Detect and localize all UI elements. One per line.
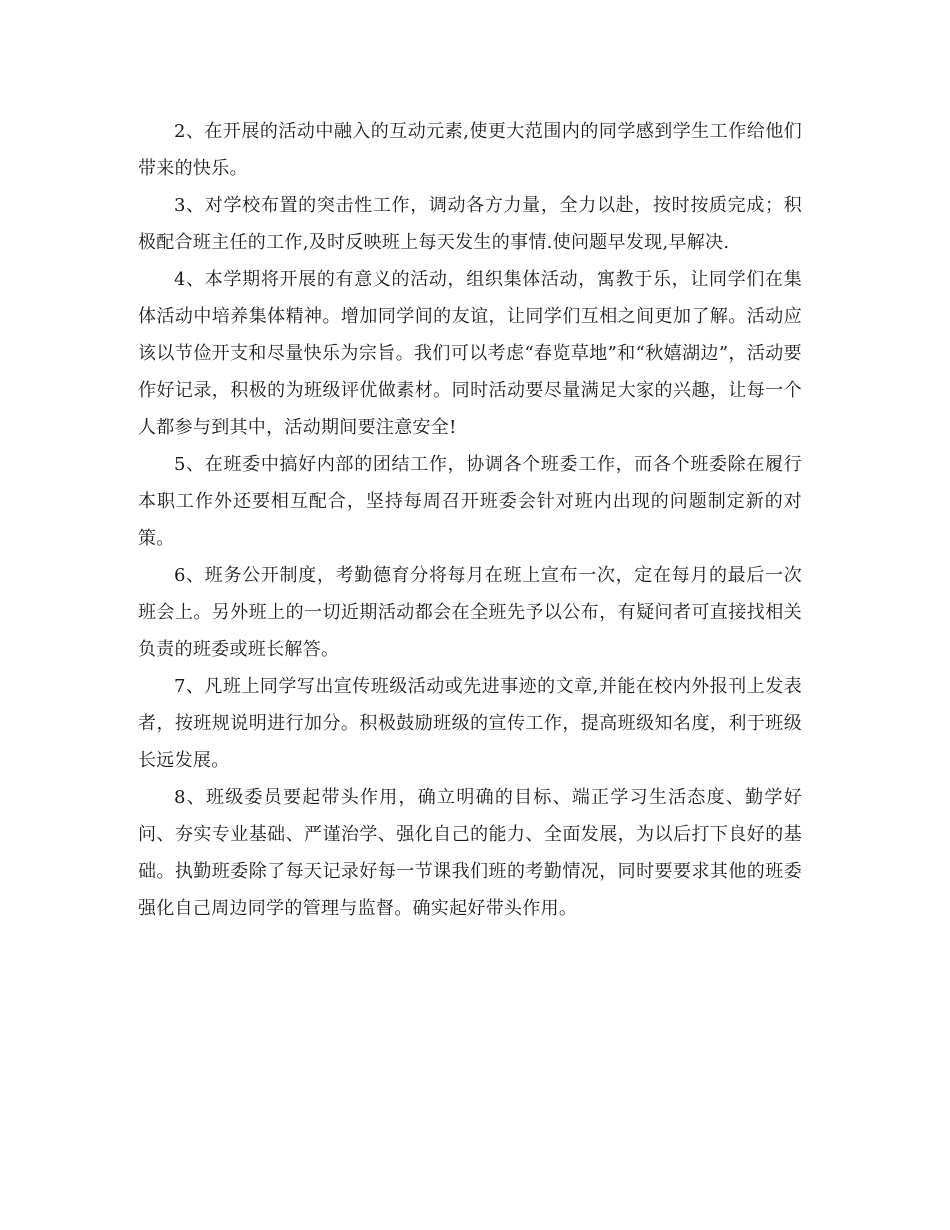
paragraph-item-8: 8、班级委员要起带头作用，确立明确的目标、端正学习生活态度、勤学好问、夯实专业基础、严谨治学、强化自己的能力、全面发展，为以后打下良好的基础。执勤班委除了每天记录好每一节课我们班的考勤情况，同时要要求其他的班委强化自己周边同学的管理与监督。确实起好带头作用。 [138, 787, 802, 919]
paragraph-item-2: 2、在开展的活动中融入的互动元素,使更大范围内的同学感到学生工作给他们带来的快乐。 [138, 121, 802, 179]
paragraph-item-7: 7、凡班上同学写出宣传班级活动或先进事迹的文章,并能在校内外报刊上发表者，按班规说明进行加分。积极鼓励班级的宣传工作，提高班级知名度，利于班级长远发展。 [138, 676, 802, 771]
paragraph-item-3: 3、对学校布置的突击性工作，调动各方力量，全力以赴，按时按质完成；积极配合班主任的工作,及时反映班上每天发生的事情.使问题早发现,早解决. [138, 195, 802, 253]
paragraph-item-6: 6、班务公开制度，考勤德育分将每月在班上宣布一次，定在每月的最后一次班会上。另外班上的一切近期活动都会在全班先予以公布，有疑问者可直接找相关负责的班委或班长解答。 [138, 565, 802, 660]
paragraph-item-4: 4、本学期将开展的有意义的活动，组织集体活动，寓教于乐，让同学们在集体活动中培养集体精神。增加同学间的友谊，让同学们互相之间更加了解。活动应该以节俭开支和尽量快乐为宗旨。我们可以考虑“春览草地”和“秋嬉湖边”，活动要作好记录，积极的为班级评优做素材。同时活动要尽量满足大家的兴趣，让每一个人都参与到其中，活动期间要注意安全! [138, 269, 802, 438]
document-body [138, 113, 802, 927]
paragraph-item-5: 5、在班委中搞好内部的团结工作，协调各个班委工作，而各个班委除在履行本职工作外还要相互配合，坚持每周召开班委会针对班内出现的问题制定新的对策。 [138, 454, 802, 549]
